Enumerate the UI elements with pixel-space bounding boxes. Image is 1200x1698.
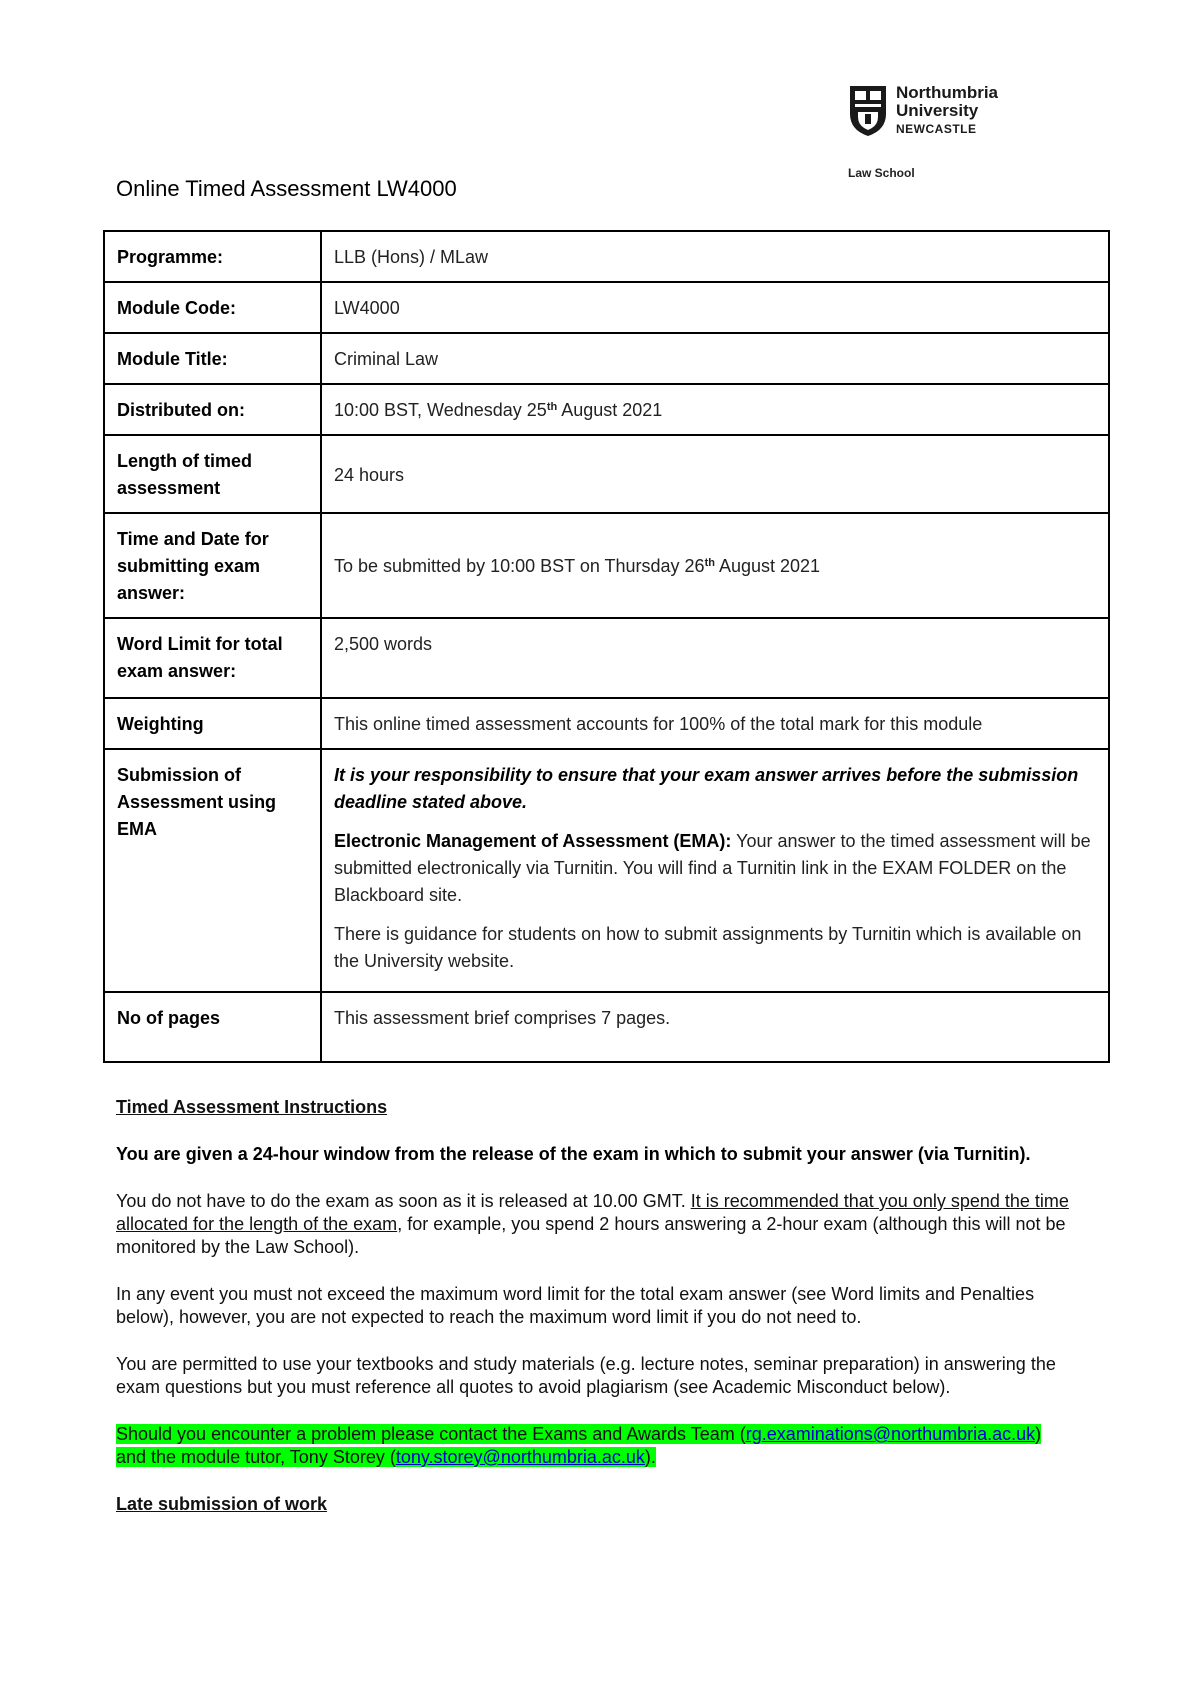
window-notice: You are given a 24-hour window from the release of the exam in which to submit your answer (via Turnitin). [116, 1144, 1031, 1164]
instructions-heading: Timed Assessment Instructions [116, 1097, 388, 1117]
distributed-month-text: August 2021 [557, 400, 663, 420]
table-row-distributed [104, 384, 1109, 435]
contact-text-a: Should you encounter a problem please contact the Exams and Awards Team ( [116, 1424, 746, 1444]
weighting-label: Weighting [104, 698, 321, 749]
distributed-date-text: 10:00 BST, Wednesday 25 [334, 400, 547, 420]
table-row-module-title [104, 333, 1109, 384]
submit-time-ordinal: th [704, 557, 715, 569]
table-row-word-limit [104, 618, 1109, 698]
instructions-paragraph-2: In any event you must not exceed the maximum word limit for the total exam answer (see Word limits and Penalties below), however, you are not expected to reach the maximum word limit if you do not need to. [116, 1284, 1035, 1327]
submission-value [321, 749, 1109, 992]
submit-time-value [321, 513, 1109, 618]
length-label: Length of timed assessment [104, 435, 321, 513]
table-row-pages [104, 992, 1109, 1062]
length-value: 24 hours [321, 435, 1109, 513]
late-submission-heading: Late submission of work [116, 1494, 328, 1514]
module-code-label: Module Code: [104, 282, 321, 333]
module-code-value: LW4000 [321, 282, 1109, 333]
assessment-info-table [103, 230, 1110, 1063]
distributed-value [321, 384, 1109, 435]
programme-label: Programme: [104, 231, 321, 282]
university-logo [848, 84, 998, 138]
university-crest-icon [848, 84, 888, 138]
distributed-label: Distributed on: [104, 384, 321, 435]
word-limit-value: 2,500 words [321, 618, 1109, 698]
programme-value: LLB (Hons) / MLaw [321, 231, 1109, 282]
submit-time-label: Time and Date for submitting exam answer: [104, 513, 321, 618]
pages-label: No of pages [104, 992, 321, 1062]
contact-text-b: ) and the module tutor, Tony Storey ( [116, 1424, 1042, 1467]
logo-line-newcastle: NEWCASTLE [896, 121, 977, 136]
tutor-email-link[interactable]: tony.storey@northumbria.ac.uk [395, 1447, 645, 1467]
ema-text: Your answer to the timed assessment will be submitted electronically via Turnitin. You will find a Turnitin link in the EXAM FOLDER on the Blackboard site. [334, 831, 1091, 905]
instructions-paragraph-1 [116, 1190, 1076, 1259]
p1-underlined-text: It is recommended that you only spend the time allocated for the length of the exam [116, 1191, 1069, 1234]
logo-line-northumbria: Northumbria [896, 83, 998, 102]
exams-team-email-link[interactable]: rg.examinations@northumbria.ac.uk [745, 1424, 1036, 1444]
instructions-section [116, 1096, 1076, 1540]
table-row-length [104, 435, 1109, 513]
table-row-submission [104, 749, 1109, 992]
table-row-weighting [104, 698, 1109, 749]
pages-value: This assessment brief comprises 7 pages. [321, 992, 1109, 1062]
ema-paragraph [334, 828, 1096, 909]
ema-heading: Electronic Management of Assessment (EMA): [334, 831, 732, 851]
contact-text-c: ). [644, 1447, 656, 1467]
module-title-value: Criminal Law [321, 333, 1109, 384]
contact-paragraph [116, 1423, 1076, 1469]
submit-time-month-text: August 2021 [714, 556, 821, 576]
logo-line-university: University [896, 100, 979, 120]
instructions-paragraph-3: You are permitted to use your textbooks and study materials (e.g. lecture notes, seminar preparation) in answering the exam questions but you must reference all quotes to avoid plagiarism (see Academic Misconduct below). [116, 1354, 1056, 1397]
guidance-paragraph: There is guidance for students on how to submit assignments by Turnitin which is available on the University website. [334, 924, 1082, 971]
p1-text-a: You do not have to do the exam as soon as it is released at 10.00 GMT. [116, 1191, 691, 1211]
submission-label: Submission of Assessment using EMA [104, 749, 321, 992]
word-limit-label: Word Limit for total exam answer: [104, 618, 321, 698]
department-name: Law School [848, 166, 915, 180]
responsibility-notice: It is your responsibility to ensure that your exam answer arrives before the submission deadline stated above. [334, 765, 1079, 812]
distributed-ordinal: th [546, 401, 558, 413]
module-title-label: Module Title: [104, 333, 321, 384]
p1-text-b: , for example, you spend 2 hours answering a 2-hour exam (although this will not be monitored by the Law School). [116, 1214, 1066, 1257]
table-row-submit-time [104, 513, 1109, 618]
submit-time-date-text: To be submitted by 10:00 BST on Thursday 26 [334, 556, 705, 576]
page-title: Online Timed Assessment LW4000 [116, 176, 457, 201]
weighting-value: This online timed assessment accounts for 100% of the total mark for this module [321, 698, 1109, 749]
table-row-programme [104, 231, 1109, 282]
table-row-module-code [104, 282, 1109, 333]
